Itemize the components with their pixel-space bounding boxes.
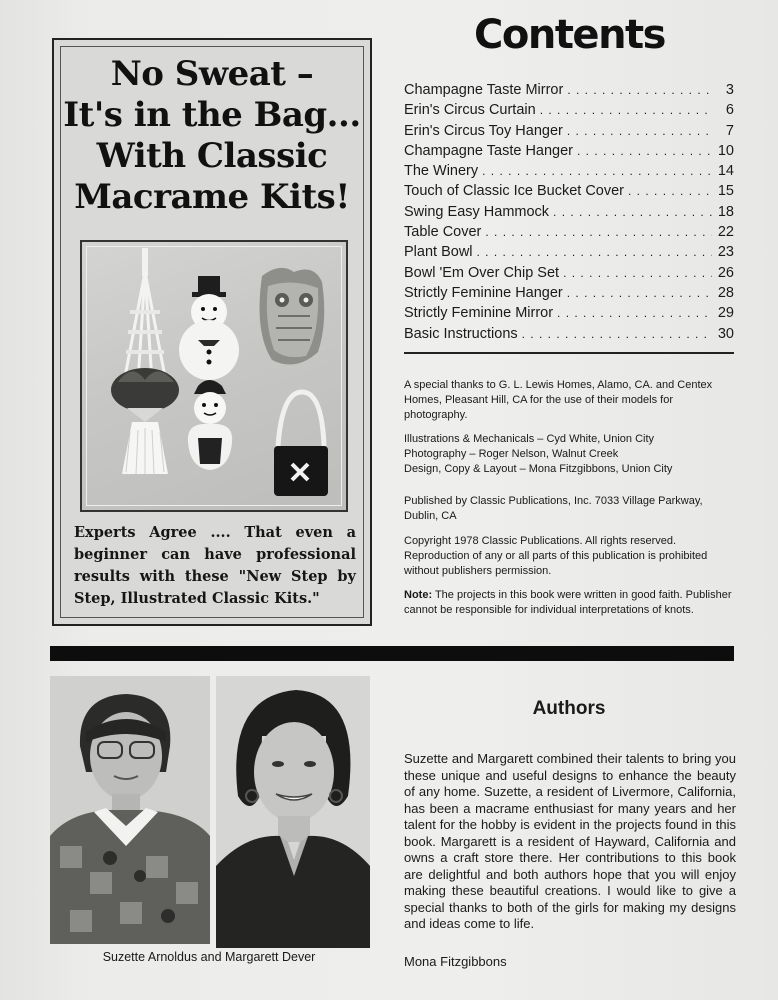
ad-headline bbox=[54, 54, 370, 218]
credits-thanks bbox=[404, 378, 734, 423]
margarett-portrait bbox=[216, 676, 370, 948]
toc-leader-dots bbox=[553, 202, 712, 222]
thanks-text: A special thanks to G. L. Lewis Homes, Alamo, CA. and Centex Homes, Pleasant Hill, CA for the use of their models for photography. bbox=[404, 379, 713, 421]
toc-entry-title: Touch of Classic Ice Bucket Cover bbox=[404, 183, 625, 200]
toc-entry bbox=[404, 100, 734, 120]
toc-entry bbox=[404, 80, 734, 100]
toc-leader-dots bbox=[557, 303, 712, 323]
credits-staff bbox=[404, 432, 734, 477]
toc-entry-title: Erin's Circus Curtain bbox=[404, 102, 536, 119]
authors-signature: Mona Fitzgibbons bbox=[404, 954, 507, 969]
toc-leader-dots bbox=[577, 141, 712, 161]
toc-entry bbox=[404, 161, 734, 181]
ad-box bbox=[52, 38, 372, 626]
toc-entry-page: 6 bbox=[725, 102, 734, 119]
toc-leader-dots bbox=[628, 181, 712, 201]
note-text: The projects in this book were written in good faith. Publisher cannot be responsible for individual interpretations of knots. bbox=[404, 589, 732, 616]
toc-leader-dots bbox=[567, 121, 712, 141]
ad-body-text: Experts Agree .... That even a beginner can have professional results with these "New Step by Step, Illustrated Classic Kits." bbox=[74, 524, 356, 607]
toc-leader-dots bbox=[482, 161, 712, 181]
suzette-portrait bbox=[50, 676, 210, 944]
toc-entry-page: 26 bbox=[717, 264, 734, 281]
toc-entry bbox=[404, 181, 734, 201]
credits-note bbox=[404, 588, 734, 618]
ad-headline-line: With Classic bbox=[96, 136, 328, 176]
toc-entry-title: Champagne Taste Mirror bbox=[404, 82, 564, 98]
toc-entry bbox=[404, 141, 734, 161]
toc-entry-title: Erin's Circus Toy Hanger bbox=[404, 122, 563, 139]
authors-heading: Authors bbox=[532, 698, 606, 719]
toc-entry-page: 10 bbox=[717, 142, 734, 159]
ad-headline-line: Macrame Kits! bbox=[74, 177, 350, 217]
toc-entry-title: Champagne Taste Hanger bbox=[404, 142, 574, 159]
authors-body-text: Suzette and Margarett combined their talents to bring you these unique and useful designs to enhance the beauty of any home. Suzette, a resident of Livermore, California, has been a macrame enthusiast for many years and her talent for the hobby is evident in the projects found in this book. Margarett is a resident of Hayward, California and owns a craft store there. Her contributions to this book are delightful and both authors hope that you will enjoy making these beautiful creations. I would like to give a special thanks to both of the girls for making my designs and ideas come to life. bbox=[404, 751, 736, 931]
ad-headline-line: It's in the Bag... bbox=[63, 95, 361, 135]
toc-leader-dots bbox=[540, 100, 712, 120]
toc-entry-page: 18 bbox=[717, 203, 734, 220]
toc-entry bbox=[404, 263, 734, 283]
toc-entry-page: 3 bbox=[725, 82, 734, 98]
toc-entry-title: Table Cover bbox=[404, 224, 482, 241]
toc-entry bbox=[404, 202, 734, 222]
ad-headline-line: No Sweat – bbox=[110, 54, 314, 94]
toc-entry bbox=[404, 121, 734, 141]
macrame-kits-photo bbox=[80, 240, 348, 512]
toc-entry bbox=[404, 222, 734, 242]
toc-entry-page: 15 bbox=[717, 183, 734, 200]
toc-leader-dots bbox=[485, 222, 712, 242]
section-divider-bar bbox=[50, 646, 734, 661]
toc-entry bbox=[404, 283, 734, 303]
toc-entry-title: Basic Instructions bbox=[404, 325, 518, 342]
author-photo-suzette bbox=[50, 676, 210, 944]
table-of-contents bbox=[404, 80, 734, 344]
toc-leader-dots bbox=[522, 324, 712, 344]
toc-leader-dots bbox=[477, 242, 712, 262]
toc-entry-title: Strictly Feminine Mirror bbox=[404, 305, 554, 322]
copyright-text: Copyright 1978 Classic Publications. All rights reserved. Reproduction of any or all parts of this publication is prohibited without publishers permission. bbox=[404, 535, 708, 577]
toc-entry-title: Bowl 'Em Over Chip Set bbox=[404, 264, 560, 281]
credits-copyright bbox=[404, 534, 734, 579]
photography-credit: Photography – Roger Nelson, Walnut Creek bbox=[404, 448, 619, 460]
publisher-text: Published by Classic Publications, Inc. 7033 Village Parkway, Dublin, CA bbox=[404, 495, 703, 522]
toc-entry-page: 14 bbox=[717, 163, 734, 180]
toc-entry-title: Plant Bowl bbox=[404, 244, 473, 261]
toc-leader-dots bbox=[567, 80, 712, 100]
toc-entry-title: The Winery bbox=[404, 163, 479, 180]
toc-entry bbox=[404, 242, 734, 262]
toc-entry bbox=[404, 303, 734, 323]
toc-leader-dots bbox=[567, 283, 712, 303]
contents-divider-rule bbox=[404, 352, 734, 354]
toc-entry-page: 29 bbox=[717, 305, 734, 322]
toc-entry-title: Swing Easy Hammock bbox=[404, 203, 550, 220]
toc-entry-page: 22 bbox=[717, 224, 734, 241]
toc-entry-page: 23 bbox=[717, 244, 734, 261]
note-paragraph bbox=[404, 588, 734, 618]
toc-entry-page: 7 bbox=[725, 122, 734, 139]
toc-leader-dots bbox=[563, 263, 712, 283]
design-credit: Design, Copy & Layout – Mona Fitzgibbons, Union City bbox=[404, 463, 673, 475]
toc-entry-page: 30 bbox=[717, 325, 734, 342]
authors-photo-caption: Suzette Arnoldus and Margarett Dever bbox=[102, 950, 316, 964]
toc-entry-title: Strictly Feminine Hanger bbox=[404, 284, 563, 301]
credits-publisher bbox=[404, 494, 734, 524]
contents-title: Contents bbox=[474, 12, 665, 58]
author-photo-margarett bbox=[216, 676, 370, 948]
toc-entry bbox=[404, 324, 734, 344]
toc-entry-page: 28 bbox=[717, 284, 734, 301]
illustrations-credit: Illustrations & Mechanicals – Cyd White, Union City bbox=[404, 433, 655, 445]
note-label: Note: bbox=[404, 589, 433, 601]
